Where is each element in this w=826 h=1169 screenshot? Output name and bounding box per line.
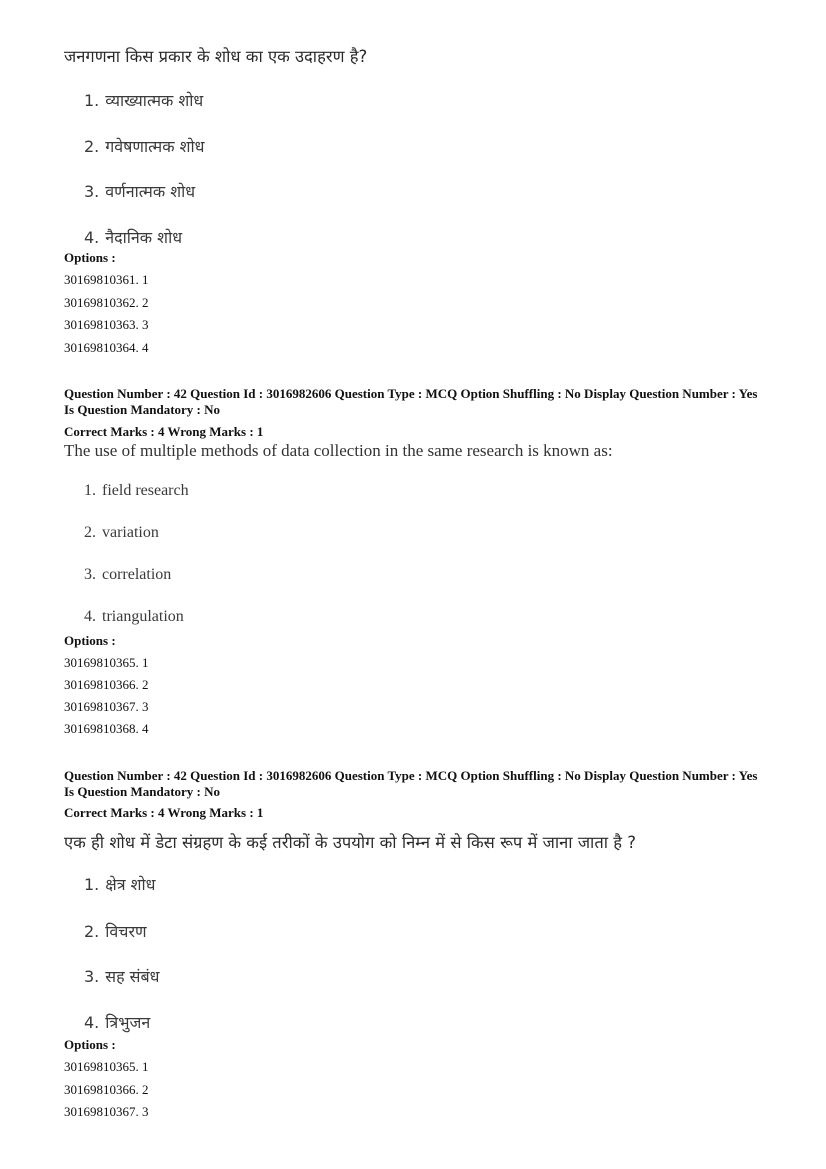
question-text-hindi-1: जनगणना किस प्रकार के शोध का एक उदाहरण है? [64,47,368,66]
option-id: 30169810362. 2 [64,295,149,310]
option-number: 4. [84,1013,100,1032]
option-text: correlation [102,566,172,583]
option-number: 3. [84,967,100,986]
option-id: 30169810367. 3 [64,1104,149,1119]
option-number: 2. [84,922,100,941]
option-number: 1. [84,875,100,894]
option-id: 30169810364. 4 [64,340,149,355]
options-label: Options : [64,250,116,265]
option-text: त्रिभुजन [105,1013,151,1032]
option-id: 30169810365. 1 [64,655,149,670]
marks-info: Correct Marks : 4 Wrong Marks : 1 [64,424,264,439]
option-id: 30169810361. 1 [64,272,149,287]
option-id: 30169810368. 4 [64,721,149,736]
option-2 [84,920,147,942]
option-2 [84,524,159,542]
option-3 [84,965,159,987]
option-number: 4. [84,228,100,247]
option-number: 4. [84,608,96,625]
option-text: field research [102,482,189,499]
question-text-english: The use of multiple methods of data collection in the same research is known as: [64,441,613,460]
option-text: variation [102,524,159,541]
option-number: 3. [84,182,100,201]
option-text: क्षेत्र शोध [105,875,156,894]
option-number: 1. [84,482,96,499]
option-text: नैदानिक शोध [105,228,183,247]
option-text: व्याख्यात्मक शोध [105,91,204,110]
options-label: Options : [64,633,116,648]
option-number: 2. [84,137,100,156]
option-id: 30169810365. 1 [64,1059,149,1074]
marks-info: Correct Marks : 4 Wrong Marks : 1 [64,805,264,820]
option-text: सह संबंध [105,967,160,986]
option-number: 1. [84,91,100,110]
option-3 [84,180,195,202]
option-1 [84,482,189,500]
option-text: गवेषणात्मक शोध [105,137,205,156]
question-meta: Question Number : 42 Question Id : 3016982606 Question Type : MCQ Option Shuffling : No Display Question Number : Yes Is Question Mandatory : No [64,386,758,417]
options-label: Options : [64,1037,116,1052]
option-1 [84,873,156,895]
option-id: 30169810363. 3 [64,317,149,332]
option-1 [84,89,203,111]
option-id: 30169810366. 2 [64,1082,149,1097]
option-4 [84,1011,150,1033]
option-number: 2. [84,524,96,541]
question-text-hindi-2: एक ही शोध में डेटा संग्रहण के कई तरीकों के उपयोग को निम्न में से किस रूप में जाना जाता है ? [64,833,637,852]
option-4 [84,608,184,626]
option-text: वर्णनात्मक शोध [105,182,196,201]
question-meta: Question Number : 42 Question Id : 3016982606 Question Type : MCQ Option Shuffling : No Display Question Number : Yes Is Question Mandatory : No [64,768,758,799]
option-3 [84,566,171,584]
option-id: 30169810366. 2 [64,677,149,692]
option-4 [84,226,182,248]
option-2 [84,135,204,157]
option-text: triangulation [102,608,184,625]
option-text: विचरण [105,922,147,941]
option-id: 30169810367. 3 [64,699,149,714]
option-number: 3. [84,566,96,583]
